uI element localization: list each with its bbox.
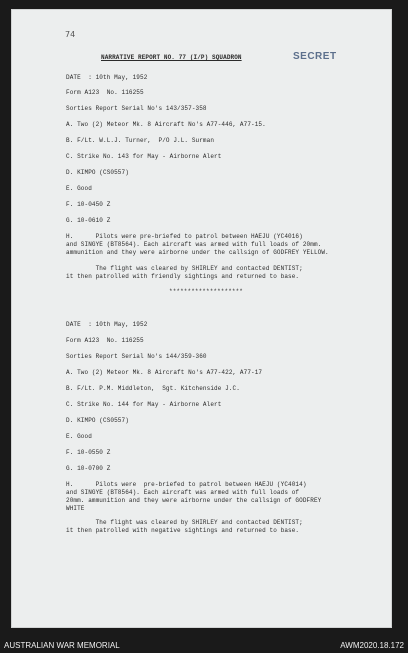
s2-para-line1: The flight was cleared by SHIRLEY and contacted DENTIST; — [66, 519, 303, 526]
report-header: NARRATIVE REPORT NO. 77 (I/P) SQUADRON — [101, 54, 242, 61]
s1-item-g: G. 10-0610 Z — [66, 217, 111, 224]
s1-item-h-line3: ammunition and they were airborne under the callsign of GODFREY YELLOW. — [66, 249, 329, 256]
footer-institution: AUSTRALIAN WAR MEMORIAL — [4, 641, 120, 650]
s1-para-line1: The flight was cleared by SHIRLEY and contacted DENTIST; — [66, 265, 303, 272]
s2-item-b: B. F/Lt. P.M. Middleton, Sgt. Kitchenside J.C. — [66, 385, 240, 392]
s2-sorties: Sorties Report Serial No's 144/359-360 — [66, 353, 207, 360]
s1-item-f: F. 10-0450 Z — [66, 201, 111, 208]
s1-item-h-line1: H. Pilots were pre-briefed to patrol between HAEJU (YC4016) — [66, 233, 303, 240]
s1-item-c: C. Strike No. 143 for May - Airborne Alert — [66, 153, 222, 160]
secret-stamp: SECRET — [293, 51, 337, 62]
s2-date: DATE : 10th May, 1952 — [66, 321, 148, 328]
s1-item-h-line2: and SINGYE (BT8564). Each aircraft was armed with full loads of 20mm. — [66, 241, 322, 248]
s2-item-c: C. Strike No. 144 for May - Airborne Alert — [66, 401, 222, 408]
footer-accession: AWM2020.18.172 — [340, 641, 404, 650]
s2-item-e: E. Good — [66, 433, 92, 440]
s1-form: Form A123 No. 116255 — [66, 89, 144, 96]
s2-para-line2: it then patrolled with negative sightings and returned to base. — [66, 527, 300, 534]
s2-item-a: A. Two (2) Meteor Mk. 8 Aircraft No's A77-422, A77-17 — [66, 369, 263, 376]
s2-item-h-line1: H. Pilots were pre-briefed to patrol between HAEJU (YC4014) — [66, 481, 307, 488]
s2-item-h-line3: 20mm. ammunition and they were airborne under the callsign of GODFREY — [66, 497, 322, 504]
s2-item-h-line2: and SINGYE (BT8564). Each aircraft was armed with full loads of — [66, 489, 300, 496]
s1-para-line2: it then patrolled with friendly sightings and returned to base. — [66, 273, 300, 280]
s1-sorties: Sorties Report Serial No's 143/357-358 — [66, 105, 207, 112]
s2-form: Form A123 No. 116255 — [66, 337, 144, 344]
s1-item-a: A. Two (2) Meteor Mk. 8 Aircraft No's A77-446, A77-15. — [66, 121, 266, 128]
s1-item-b: B. F/Lt. W.L.J. Turner, P/O J.L. Surman — [66, 137, 215, 144]
s2-item-g: G. 10-0700 Z — [66, 465, 111, 472]
s2-item-d: D. KIMPO (CS0557) — [66, 417, 129, 424]
s1-item-d: D. KIMPO (CS0557) — [66, 169, 129, 176]
s2-item-f: F. 10-0550 Z — [66, 449, 111, 456]
corner-mark: 74 — [65, 30, 76, 39]
document-page — [11, 9, 392, 628]
section-divider: ******************** — [169, 288, 244, 295]
s1-item-e: E. Good — [66, 185, 92, 192]
s1-date: DATE : 10th May, 1952 — [66, 74, 148, 81]
s2-item-h-line4: WHITE — [66, 505, 85, 512]
